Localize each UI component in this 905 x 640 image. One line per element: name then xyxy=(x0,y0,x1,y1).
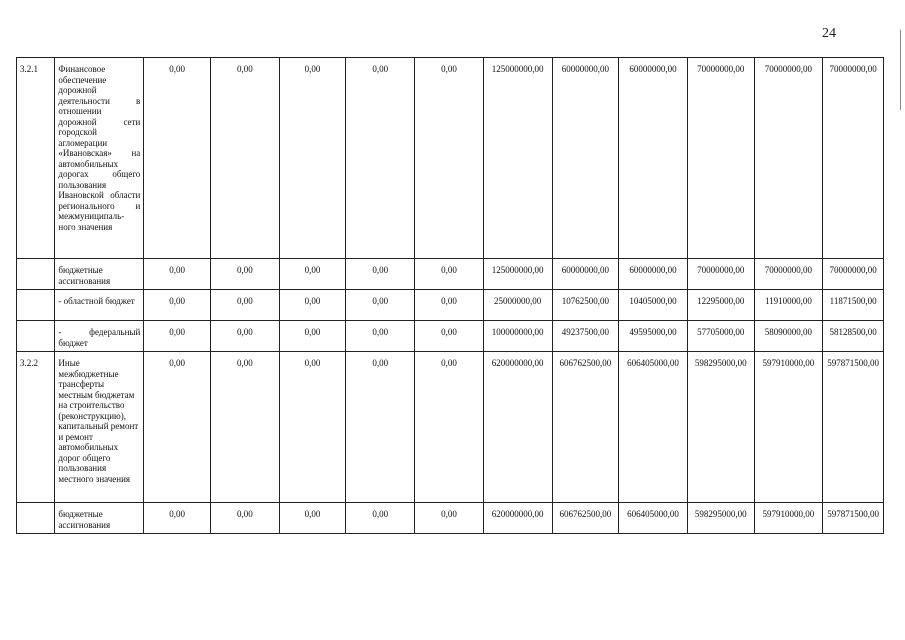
value-cell: 0,00 xyxy=(279,352,346,503)
value-cell: 597910000,00 xyxy=(754,503,823,534)
value-cell: 0,00 xyxy=(279,58,346,259)
value-cell: 11871500,00 xyxy=(823,290,884,321)
value-cell: 0,00 xyxy=(144,259,211,290)
value-cell: 0,00 xyxy=(346,259,415,290)
value-cell: 0,00 xyxy=(211,290,280,321)
row-code: 3.2.2 xyxy=(17,352,55,503)
row-label: Иные межбюджетные трансферты местным бюджетам на строительство (реконструкцию), капитальный ремонт и ремонт автомобильных дорог общего пользования местного значения xyxy=(55,352,144,503)
value-cell: 58090000,00 xyxy=(754,321,823,352)
value-cell: 0,00 xyxy=(279,503,346,534)
value-cell: 0,00 xyxy=(211,503,280,534)
value-cell: 620000000,00 xyxy=(483,352,552,503)
value-cell: 0,00 xyxy=(279,259,346,290)
table-row xyxy=(17,58,884,259)
value-cell: 0,00 xyxy=(415,58,484,259)
value-cell: 57705000,00 xyxy=(687,321,754,352)
value-cell: 70000000,00 xyxy=(687,259,754,290)
row-label: - областной бюджет xyxy=(55,290,144,321)
value-cell: 597910000,00 xyxy=(754,352,823,503)
value-cell: 10762500,00 xyxy=(552,290,619,321)
value-cell: 60000000,00 xyxy=(552,259,619,290)
value-cell: 0,00 xyxy=(279,321,346,352)
value-cell: 12295000,00 xyxy=(687,290,754,321)
value-cell: 0,00 xyxy=(415,352,484,503)
value-cell: 0,00 xyxy=(144,58,211,259)
row-label: бюджетные ассигнования xyxy=(55,259,144,290)
value-cell: 597871500,00 xyxy=(823,503,884,534)
row-label: - федеральный бюджет xyxy=(55,321,144,352)
value-cell: 0,00 xyxy=(211,321,280,352)
value-cell: 0,00 xyxy=(211,58,280,259)
value-cell: 598295000,00 xyxy=(687,503,754,534)
value-cell: 25000000,00 xyxy=(483,290,552,321)
value-cell: 60000000,00 xyxy=(619,58,688,259)
value-cell: 100000000,00 xyxy=(483,321,552,352)
value-cell: 606405000,00 xyxy=(619,352,688,503)
value-cell: 597871500,00 xyxy=(823,352,884,503)
value-cell: 0,00 xyxy=(144,352,211,503)
value-cell: 0,00 xyxy=(144,503,211,534)
value-cell: 0,00 xyxy=(279,290,346,321)
value-cell: 606762500,00 xyxy=(552,503,619,534)
table-row xyxy=(17,290,884,321)
value-cell: 0,00 xyxy=(144,290,211,321)
budget-table xyxy=(16,57,884,534)
value-cell: 70000000,00 xyxy=(687,58,754,259)
value-cell: 0,00 xyxy=(346,503,415,534)
value-cell: 0,00 xyxy=(211,352,280,503)
value-cell: 0,00 xyxy=(144,321,211,352)
value-cell: 0,00 xyxy=(346,321,415,352)
value-cell: 606762500,00 xyxy=(552,352,619,503)
row-label: бюджетные ассигнования xyxy=(55,503,144,534)
row-code xyxy=(17,290,55,321)
value-cell: 70000000,00 xyxy=(823,58,884,259)
value-cell: 70000000,00 xyxy=(823,259,884,290)
value-cell: 0,00 xyxy=(415,321,484,352)
table-row xyxy=(17,352,884,503)
value-cell: 606405000,00 xyxy=(619,503,688,534)
table-row xyxy=(17,259,884,290)
value-cell: 620000000,00 xyxy=(483,503,552,534)
value-cell: 70000000,00 xyxy=(754,259,823,290)
value-cell: 70000000,00 xyxy=(754,58,823,259)
table-row xyxy=(17,321,884,352)
value-cell: 0,00 xyxy=(346,58,415,259)
margin-line xyxy=(900,30,901,110)
value-cell: 49595000,00 xyxy=(619,321,688,352)
value-cell: 49237500,00 xyxy=(552,321,619,352)
value-cell: 58128500,00 xyxy=(823,321,884,352)
value-cell: 0,00 xyxy=(346,290,415,321)
value-cell: 598295000,00 xyxy=(687,352,754,503)
value-cell: 0,00 xyxy=(211,259,280,290)
value-cell: 0,00 xyxy=(346,352,415,503)
row-code: 3.2.1 xyxy=(17,58,55,259)
value-cell: 0,00 xyxy=(415,503,484,534)
value-cell: 0,00 xyxy=(415,259,484,290)
value-cell: 0,00 xyxy=(415,290,484,321)
value-cell: 125000000,00 xyxy=(483,58,552,259)
row-label: Финансовое обеспечение дорожной деятельности в отношении дорожной сети городской агломерации «Ивановская» на автомобильных дорогах общего пользования Ивановской области регионального и межмуниципаль-ного значения xyxy=(55,58,144,259)
row-code xyxy=(17,321,55,352)
row-code xyxy=(17,503,55,534)
row-code xyxy=(17,259,55,290)
value-cell: 11910000,00 xyxy=(754,290,823,321)
table-row xyxy=(17,503,884,534)
value-cell: 60000000,00 xyxy=(552,58,619,259)
page-number: 24 xyxy=(822,26,836,41)
value-cell: 60000000,00 xyxy=(619,259,688,290)
value-cell: 10405000,00 xyxy=(619,290,688,321)
value-cell: 125000000,00 xyxy=(483,259,552,290)
